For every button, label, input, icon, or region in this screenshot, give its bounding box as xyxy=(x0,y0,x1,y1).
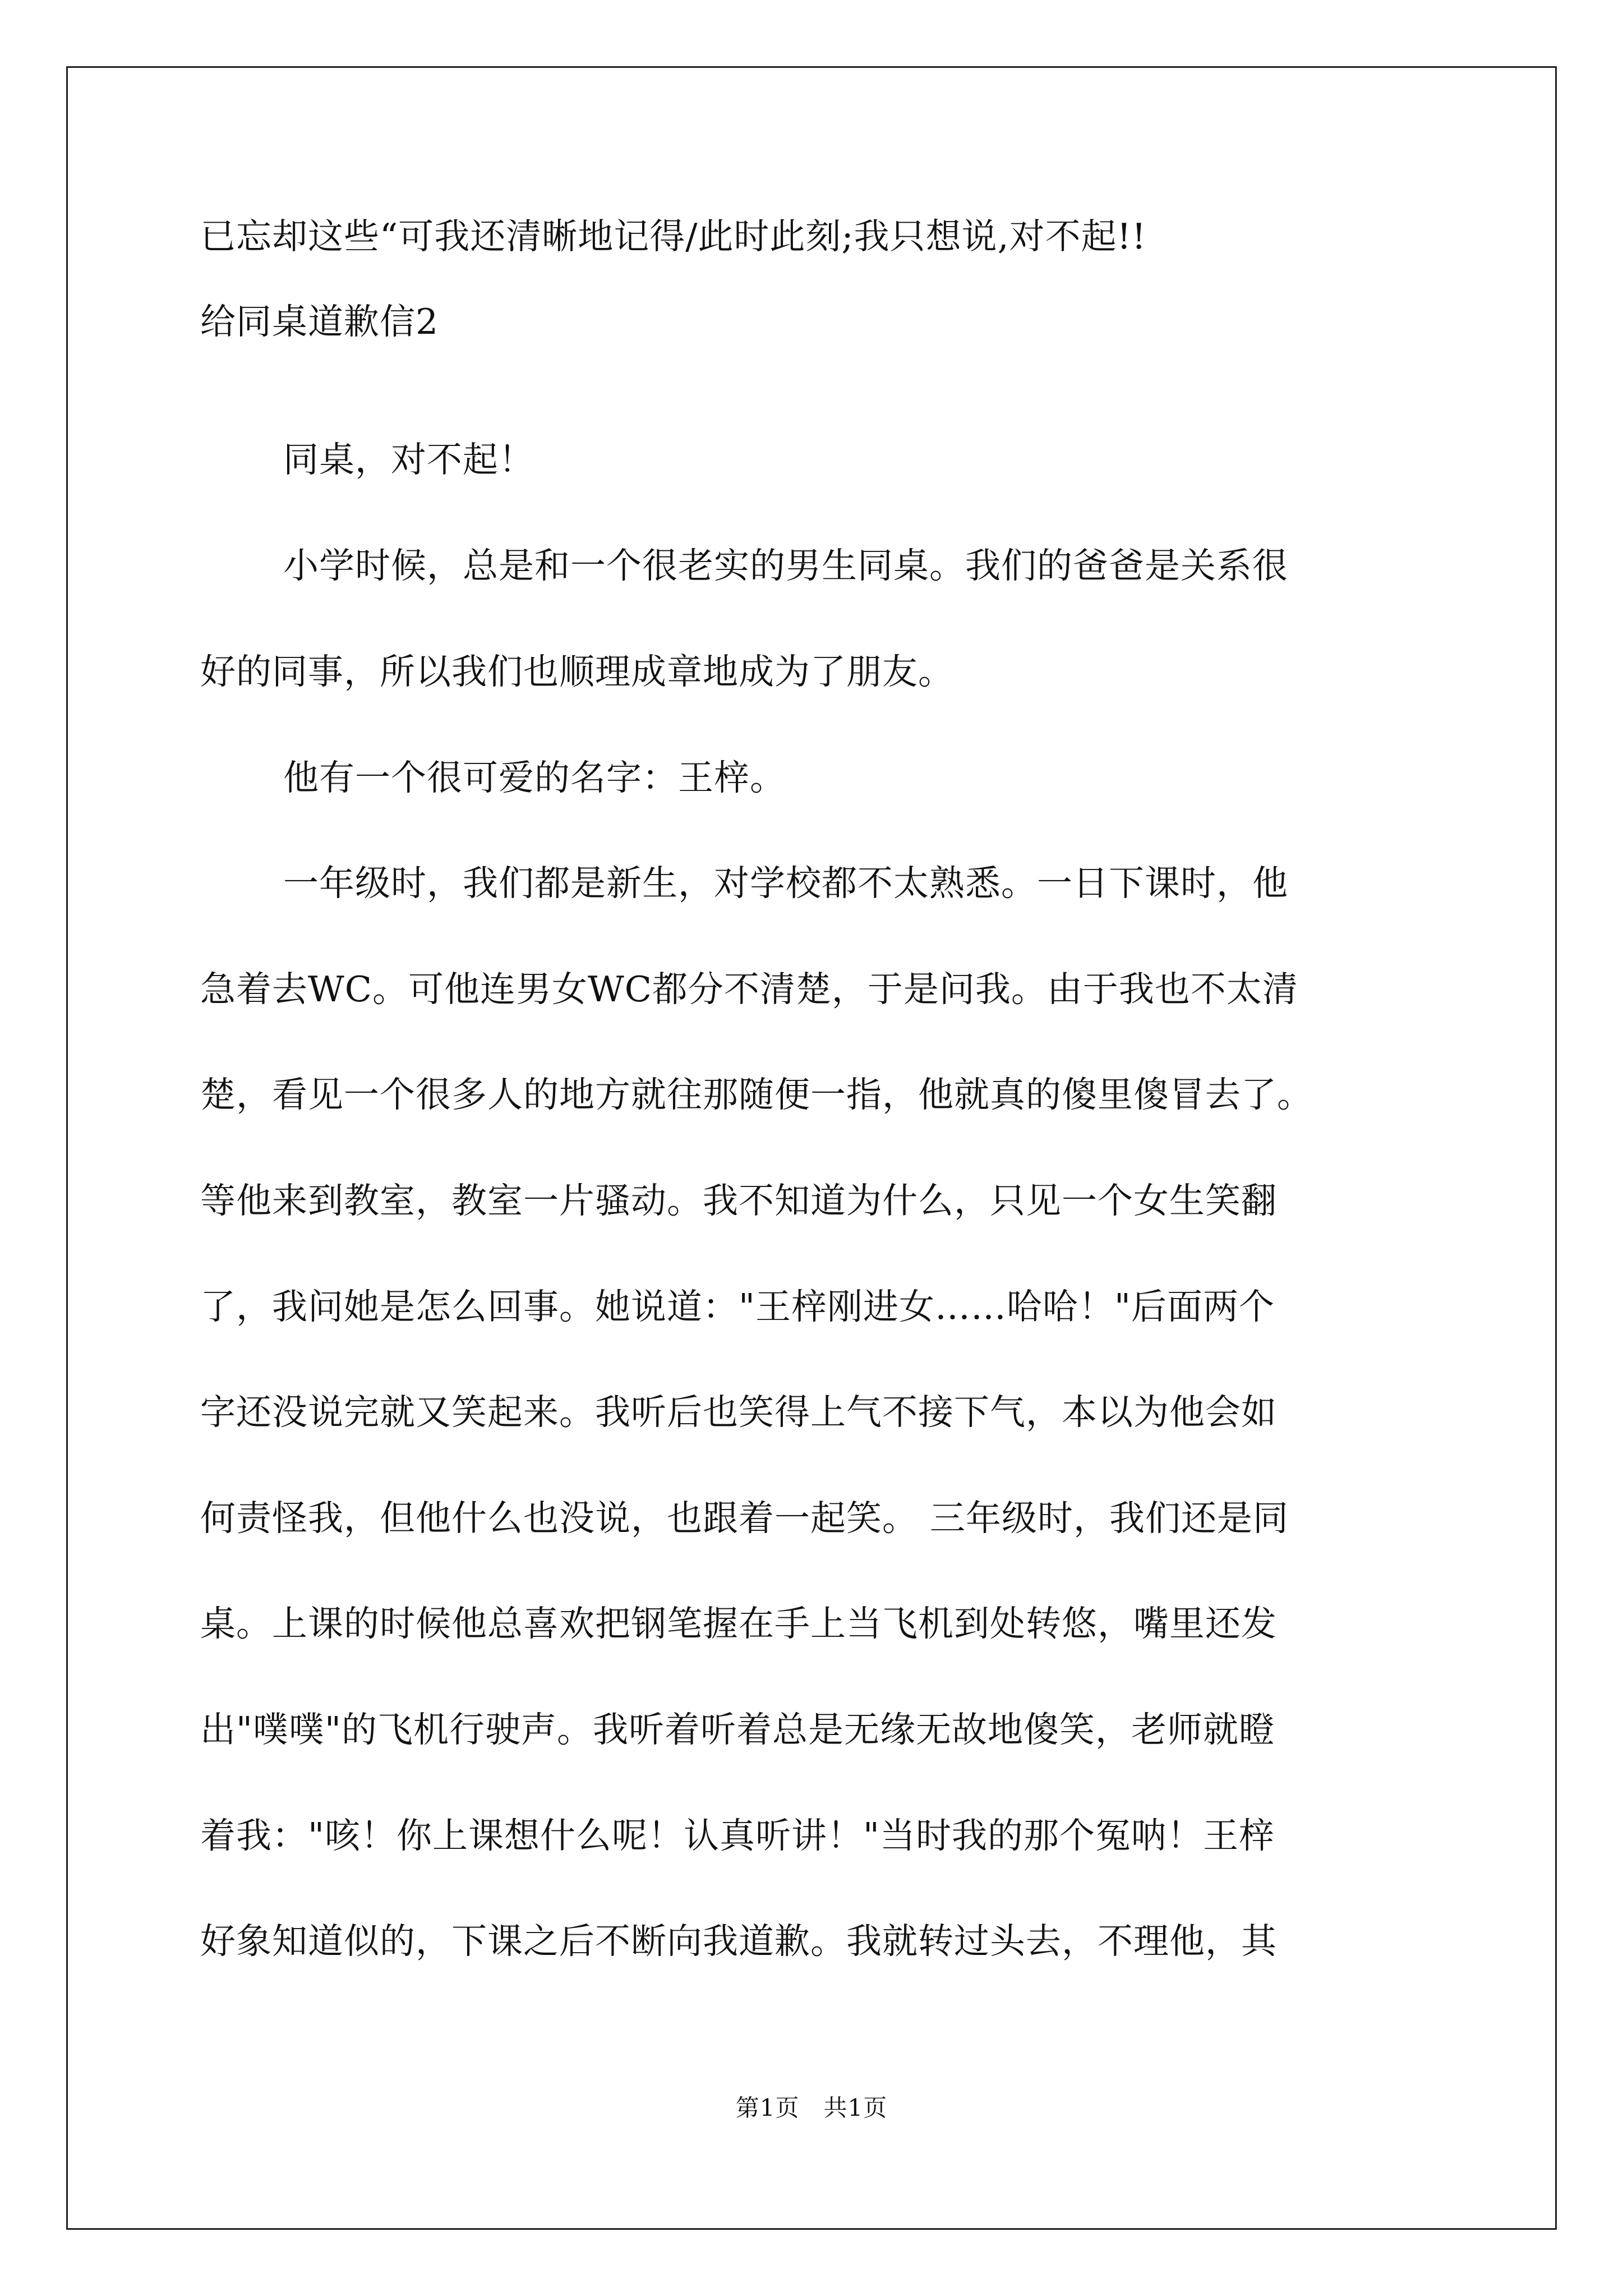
section-heading: 给同桌道歉信2 xyxy=(200,301,439,342)
text-line-continuation: 已忘却这些“可我还清晰地记得/此时此刻;我只想说,对不起!! xyxy=(200,216,1147,257)
paragraph-line: 何责怪我，但他什么也没说，也跟着一起笑。 三年级时，我们还是同 xyxy=(200,1498,1289,1539)
paragraph-line: 字还没说完就又笑起来。我听后也笑得上气不接下气，本以为他会如 xyxy=(200,1392,1277,1433)
salutation: 同桌，对不起！ xyxy=(283,439,534,480)
paragraph-line: 等他来到教室，教室一片骚动。我不知道为什么，只见一个女生笑翻 xyxy=(200,1180,1277,1221)
paragraph-line: 好的同事，所以我们也顺理成章地成为了朋友。 xyxy=(200,651,954,692)
paragraph-line: 了，我问她是怎么回事。她说道："王梓刚进女……哈哈！"后面两个 xyxy=(200,1286,1275,1327)
page-number-footer: 第1页 共1页 xyxy=(735,2094,888,2122)
paragraph-line: 急着去WC。可他连男女WC都分不清楚，于是问我。由于我也不太清 xyxy=(200,969,1298,1010)
paragraph-line: 桌。上课的时候他总喜欢把钢笔握在手上当飞机到处转悠，嘴里还发 xyxy=(200,1603,1277,1644)
paragraph-line: 好象知道似的，下课之后不断向我道歉。我就转过头去，不理他，其 xyxy=(200,1921,1277,1962)
paragraph-line: 出"噗噗"的飞机行驶声。我听着听着总是无缘无故地傻笑，老师就瞪 xyxy=(200,1709,1275,1750)
page-border xyxy=(66,66,1557,2230)
paragraph-line: 小学时候，总是和一个很老实的男生同桌。我们的爸爸是关系很 xyxy=(283,545,1288,586)
paragraph-line: 他有一个很可爱的名字：王梓。 xyxy=(283,757,786,798)
paragraph-line: 着我："咳！你上课想什么呢！认真听讲！"当时我的那个冤呐！王梓 xyxy=(200,1815,1275,1856)
paragraph-line: 一年级时，我们都是新生，对学校都不太熟悉。一日下课时，他 xyxy=(283,863,1288,904)
paragraph-line: 楚，看见一个很多人的地方就往那随便一指，他就真的傻里傻冒去了。 xyxy=(200,1074,1313,1115)
